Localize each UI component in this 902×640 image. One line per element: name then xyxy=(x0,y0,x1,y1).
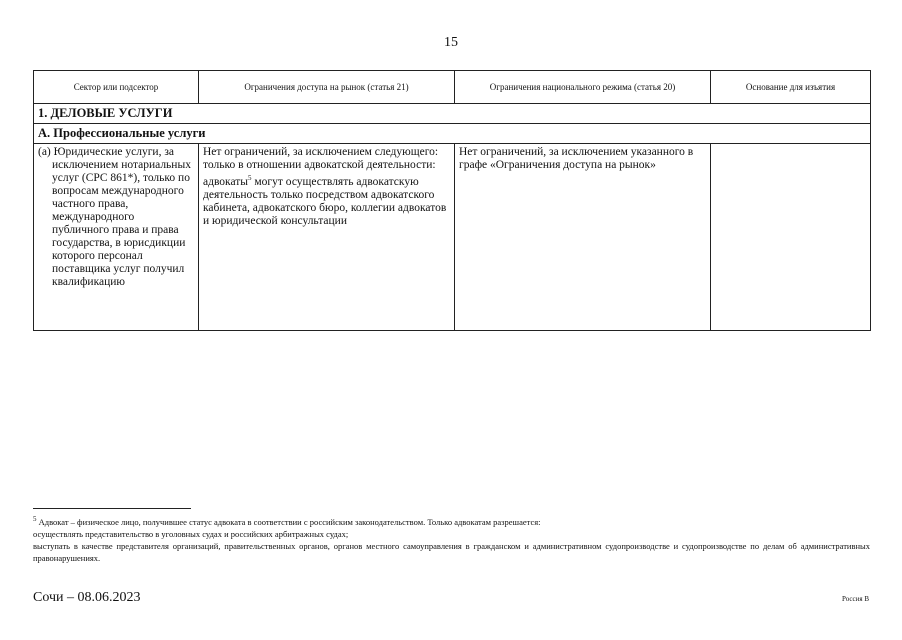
sector-cell xyxy=(34,144,199,331)
header-sector: Сектор или подсектор xyxy=(34,71,199,104)
section-title: 1. ДЕЛОВЫЕ УСЛУГИ xyxy=(34,104,871,124)
national-treatment-text: Нет ограничений, за исключением указанного в графе «Ограничения доступа на рынок» xyxy=(459,146,694,171)
commitments-table xyxy=(33,70,871,331)
market-access-intro: Нет ограничений, за исключением следующего: xyxy=(203,146,439,158)
footnote-line-2: осуществлять представительство в уголовных судах и российских арбитражных судах; xyxy=(33,528,349,539)
market-access-cell xyxy=(199,144,455,331)
footnote-line-1 xyxy=(33,513,870,528)
market-access-text-pre: только в отношении адвокатской деятельности: адвокаты xyxy=(203,159,436,188)
header-basis: Основание для изъятия xyxy=(711,71,871,104)
section-row xyxy=(34,104,871,124)
market-access-text-post: могут осуществлять адвокатскую деятельность только посредством адвокатского кабинета, адвокатского бюро, коллегии адвокатов и юридической консультации xyxy=(203,175,447,227)
basis-cell xyxy=(711,144,871,331)
table-header-row xyxy=(34,71,871,104)
table-row xyxy=(34,144,871,331)
footer-date: Сочи – 08.06.2023 xyxy=(33,590,141,605)
footnote-reference[interactable]: 5 xyxy=(248,174,252,182)
national-treatment-cell xyxy=(455,144,711,331)
subsection-row xyxy=(34,124,871,144)
sector-text: (а) Юридические услуги, за исключением нотариальных услуг (CPC 861*), только по вопросам международного частного права, международного публичного права и права государства, в юрисдикции которого персонал поставщика услуг получил квалификацию xyxy=(38,146,191,288)
footnote-text: Адвокат – физическое лицо, получившее статус адвоката в соответствии с российским законодательством. Только адвокатам разрешается: xyxy=(36,516,541,527)
header-national-treatment: Ограничения национального режима (статья 20) xyxy=(455,71,711,104)
subsection-title: А. Профессиональные услуги xyxy=(34,124,871,144)
footnote-line-3: выступать в качестве представителя организаций, правительственных органов, органов местного самоуправления в гражданском и административном судопроизводстве и судопроизводстве по делам об административных правонарушениях. xyxy=(33,540,870,563)
footnote-marker: 5 xyxy=(33,515,37,523)
footer-code: Россия В xyxy=(842,595,869,603)
header-market-access: Ограничения доступа на рынок (статья 21) xyxy=(199,71,455,104)
footnote xyxy=(33,513,870,564)
page-number: 15 xyxy=(444,35,458,50)
footnote-divider xyxy=(33,508,191,509)
